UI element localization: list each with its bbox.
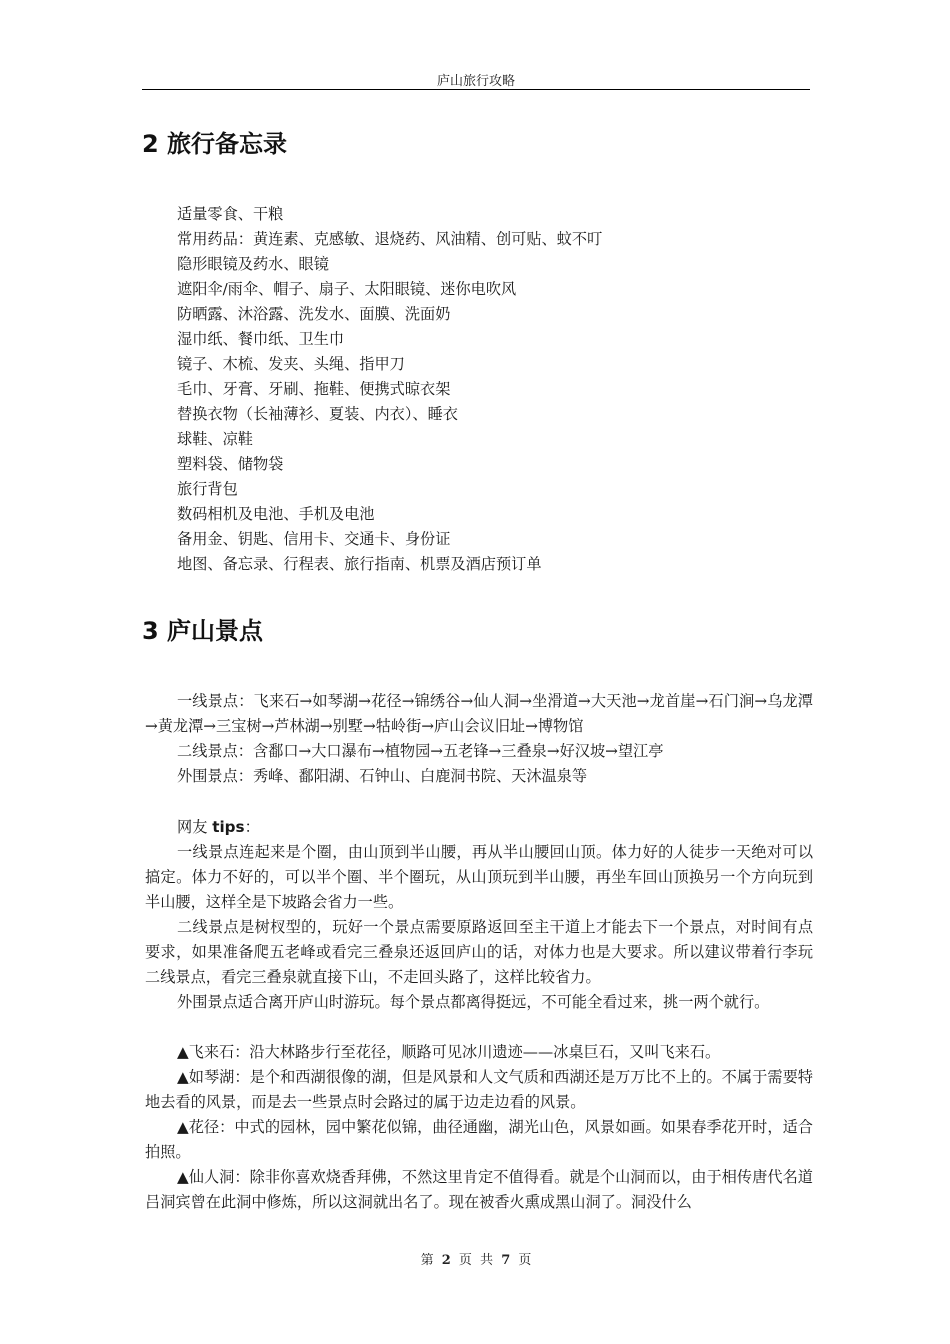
footer-mid: 页 共 <box>458 1253 494 1268</box>
list-item: 适量零食、干粮 <box>177 205 284 223</box>
list-item: 隐形眼镜及药水、眼镜 <box>177 255 329 273</box>
page-header <box>142 70 810 90</box>
section-2-heading: 2 旅行备忘录 <box>142 130 288 158</box>
footer-post: 页 <box>518 1253 532 1268</box>
list-item: 常用药品：黄连素、克感敏、退烧药、风油精、创可贴、蚊不叮 <box>177 230 603 248</box>
tips-title-prefix: 网友 <box>177 818 213 836</box>
list-item: 地图、备忘录、行程表、旅行指南、机票及酒店预订单 <box>177 555 542 573</box>
list-item: 球鞋、凉鞋 <box>177 430 253 448</box>
tips-title <box>145 815 813 840</box>
list-item: 镜子、木梳、发夹、头绳、指甲刀 <box>177 355 405 373</box>
tip-paragraph: 一线景点连起来是个圈，由山顶到半山腰，再从半山腰回山顶。体力好的人徒步一天绝对可以搞定。体力不好的，可以半个圈、半个圈玩，从山顶玩到半山腰，再坐车回山顶换另一个方向玩到半山腰，这样全是下坡路会省力一些。 <box>145 843 813 911</box>
page-footer <box>142 1249 810 1268</box>
footer-pre: 第 <box>420 1253 434 1268</box>
route-list <box>145 689 813 789</box>
tips-title-keyword: tips <box>212 818 245 836</box>
list-item: 备用金、钥匙、信用卡、交通卡、身份证 <box>177 530 451 548</box>
sight-paragraph: ▲仙人洞：除非你喜欢烧香拜佛，不然这里肯定不值得看。就是个山洞而以，由于相传唐代名道吕洞宾曾在此洞中修炼，所以这洞就出名了。现在被香火熏成黑山洞了。洞没什么 <box>145 1168 813 1211</box>
sight-paragraph: ▲如琴湖：是个和西湖很像的湖，但是风景和人文气质和西湖还是万万比不上的。不属于需要特地去看的风景，而是去一些景点时会路过的属于边走边看的风景。 <box>145 1068 813 1111</box>
tip-paragraph: 二线景点是树杈型的，玩好一个景点需要原路返回至主干道上才能去下一个景点，对时间有点要求，如果准备爬五老峰或看完三叠泉还返回庐山的话，对体力也是大要求。所以建议带着行李玩二线景点，看完三叠泉就直接下山，不走回头路了，这样比较省力。 <box>145 918 813 986</box>
header-title: 庐山旅行攻略 <box>436 74 515 89</box>
sight-descriptions <box>145 1040 813 1215</box>
tips-title-suffix: ： <box>244 818 260 836</box>
route-line: 外围景点：秀峰、鄱阳湖、石钟山、白鹿洞书院、天沐温泉等 <box>177 767 588 785</box>
list-item: 旅行背包 <box>177 480 238 498</box>
sight-paragraph: ▲花径：中式的园林，园中繁花似锦，曲径通幽，湖光山色，风景如画。如果春季花开时，适合拍照。 <box>145 1118 813 1161</box>
footer-total-pages: 7 <box>501 1253 511 1268</box>
list-item: 防晒露、沐浴露、洗发水、面膜、洗面奶 <box>177 305 451 323</box>
footer-page-number: 2 <box>441 1253 451 1268</box>
list-item: 毛巾、牙膏、牙刷、拖鞋、便携式晾衣架 <box>177 380 451 398</box>
section-3-heading: 3 庐山景点 <box>142 617 264 645</box>
tip-paragraph: 外围景点适合离开庐山时游玩。每个景点都离得挺远，不可能全看过来，挑一两个就行。 <box>177 993 770 1011</box>
list-item: 数码相机及电池、手机及电池 <box>177 505 375 523</box>
packing-list <box>145 202 813 577</box>
list-item: 替换衣物（长袖薄衫、夏装、内衣）、睡衣 <box>177 405 458 423</box>
list-item: 塑料袋、储物袋 <box>177 455 284 473</box>
sight-paragraph: ▲飞来石：沿大林路步行至花径，顺路可见冰川遗迹——冰桌巨石，又叫飞来石。 <box>177 1043 721 1061</box>
list-item: 遮阳伞/雨伞、帽子、扇子、太阳眼镜、迷你电吹风 <box>177 280 517 298</box>
route-line: 二线景点：含鄱口→大口瀑布→植物园→五老锋→三叠泉→好汉坡→望江亭 <box>177 742 664 760</box>
route-line: 一线景点：飞来石→如琴湖→花径→锦绣谷→仙人洞→坐滑道→大天池→龙首崖→石门涧→乌龙潭→黄龙潭→三宝树→芦林湖→别墅→牯岭街→庐山会议旧址→博物馆 <box>145 692 813 735</box>
list-item: 湿巾纸、餐巾纸、卫生巾 <box>177 330 345 348</box>
tips-section <box>145 815 813 1015</box>
